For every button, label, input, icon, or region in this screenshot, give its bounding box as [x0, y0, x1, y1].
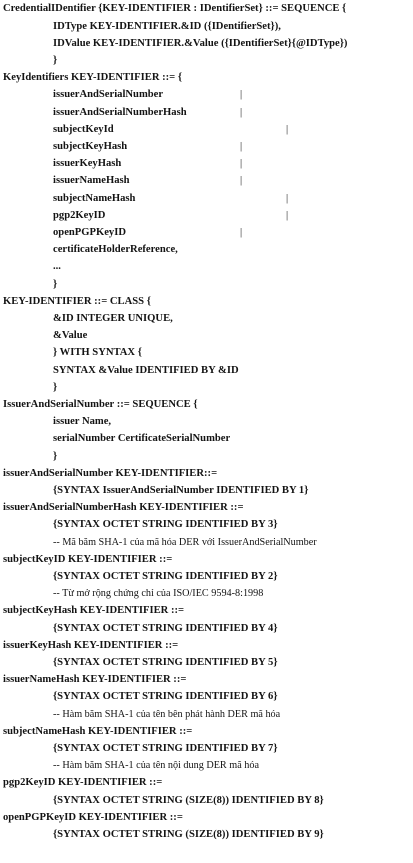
code-line: IssuerAndSerialNumber ::= SEQUENCE {	[3, 399, 198, 410]
comment-line: -- Hàm băm SHA-1 của tên nội dung DER mã hóa	[53, 760, 259, 771]
code-line: issuerAndSerialNumberHash	[53, 107, 187, 118]
code-line: issuerNameHash	[53, 175, 130, 186]
code-line: IDType KEY-IDENTIFIER.&ID ({IDentifierSet}),	[53, 21, 281, 32]
code-line: {SYNTAX OCTET STRING IDENTIFIED BY 7}	[53, 743, 278, 754]
code-line: issuerAndSerialNumber	[53, 89, 164, 100]
comment-line: -- Hàm băm SHA-1 của tên bên phát hành DER mã hóa	[53, 709, 281, 720]
code-line: issuerNameHash KEY-IDENTIFIER ::=	[3, 674, 187, 685]
alternative-separator: |	[240, 175, 243, 186]
code-line: }	[53, 55, 58, 66]
code-line: CredentialIDentifier {KEY-IDENTIFIER : IDentifierSet} ::= SEQUENCE {	[3, 3, 347, 14]
code-line: pgp2KeyID KEY-IDENTIFIER ::=	[3, 777, 163, 788]
code-line: {SYNTAX IssuerAndSerialNumber IDENTIFIED BY 1}	[53, 485, 309, 496]
code-line: issuerKeyHash KEY-IDENTIFIER ::=	[3, 640, 179, 651]
alternative-separator: |	[240, 227, 243, 238]
code-line: IDValue KEY-IDENTIFIER.&Value ({IDentifierSet}{@IDType})	[53, 38, 348, 49]
code-line: ...	[53, 261, 61, 272]
code-line: {SYNTAX OCTET STRING IDENTIFIED BY 4}	[53, 623, 278, 634]
code-line: SYNTAX &Value IDENTIFIED BY &ID	[53, 365, 239, 376]
alternative-separator: |	[286, 124, 289, 135]
code-line: }	[53, 279, 58, 290]
alternative-separator: |	[286, 210, 289, 221]
code-line: subjectKeyId	[53, 124, 114, 135]
code-line: openPGPKeyID KEY-IDENTIFIER ::=	[3, 812, 183, 823]
code-line: subjectNameHash	[53, 193, 136, 204]
code-line: issuer Name,	[53, 416, 112, 427]
code-line: subjectKeyHash KEY-IDENTIFIER ::=	[3, 605, 185, 616]
code-line: issuerAndSerialNumber KEY-IDENTIFIER::=	[3, 468, 218, 479]
alternative-separator: |	[240, 141, 243, 152]
code-line: {SYNTAX OCTET STRING (SIZE(8)) IDENTIFIED BY 8}	[53, 795, 324, 806]
code-line: {SYNTAX OCTET STRING IDENTIFIED BY 3}	[53, 519, 278, 530]
code-line: serialNumber CertificateSerialNumber	[53, 433, 231, 444]
code-line: }	[53, 451, 58, 462]
code-line: subjectKeyID KEY-IDENTIFIER ::=	[3, 554, 173, 565]
code-line: issuerKeyHash	[53, 158, 122, 169]
code-line: issuerAndSerialNumberHash KEY-IDENTIFIER ::=	[3, 502, 244, 513]
comment-line: -- Mã băm SHA-1 của mã hóa DER với IssuerAndSerialNumber	[53, 537, 317, 548]
alternative-separator: |	[286, 193, 289, 204]
code-line: } WITH SYNTAX {	[53, 347, 142, 358]
alternative-separator: |	[240, 89, 243, 100]
code-line: KeyIdentifiers KEY-IDENTIFIER ::= {	[3, 72, 183, 83]
code-line: {SYNTAX OCTET STRING IDENTIFIED BY 6}	[53, 691, 278, 702]
code-line: }	[53, 382, 58, 393]
code-line: subjectKeyHash	[53, 141, 128, 152]
code-line: openPGPKeyID	[53, 227, 126, 238]
code-line: pgp2KeyID	[53, 210, 106, 221]
code-line: {SYNTAX OCTET STRING IDENTIFIED BY 2}	[53, 571, 278, 582]
code-line: {SYNTAX OCTET STRING (SIZE(8)) IDENTIFIED BY 9}	[53, 829, 324, 840]
code-line: {SYNTAX OCTET STRING IDENTIFIED BY 5}	[53, 657, 278, 668]
comment-line: -- Từ mở rộng chứng chỉ của ISO/IEC 9594-8:1998	[53, 588, 264, 599]
code-line: &ID INTEGER UNIQUE,	[53, 313, 173, 324]
code-line: subjectNameHash KEY-IDENTIFIER ::=	[3, 726, 193, 737]
code-line: KEY-IDENTIFIER ::= CLASS {	[3, 296, 151, 307]
code-line: certificateHolderReference,	[53, 244, 178, 255]
alternative-separator: |	[240, 158, 243, 169]
alternative-separator: |	[240, 107, 243, 118]
code-line: &Value	[53, 330, 88, 341]
